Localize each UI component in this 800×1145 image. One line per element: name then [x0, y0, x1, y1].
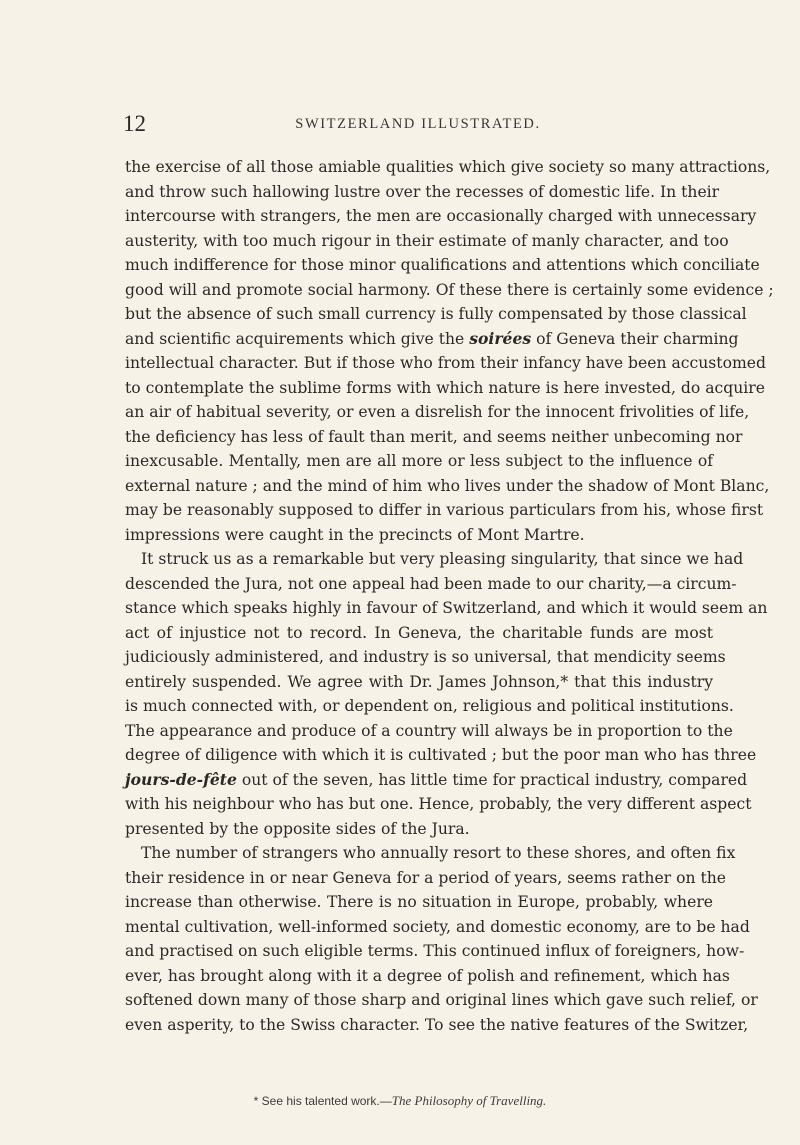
text-line: intercourse with strangers, the men are occasionally charged with unnecessary [125, 207, 757, 225]
text-line: to contemplate the sublime forms with which nature is here invested, do acquire [125, 378, 765, 397]
text-line: is much connected with, or dependent on, religious and political institutions. [125, 697, 734, 715]
text-line-soirees [125, 327, 739, 352]
text-line: may be reasonably supposed to differ in various particulars from his, whose first [125, 501, 764, 519]
text-line: and throw such hallowing lustre over the recesses of domestic life. In their [125, 182, 720, 201]
text-line-paragraph-start: The number of strangers who annually resort to these shores, and often fix [141, 844, 736, 862]
text-fragment: and scientific acquirements which give the [125, 329, 465, 348]
text-line: an air of habitual severity, or even a disrelish for the innocent frivolities of life, [125, 403, 750, 421]
running-head: SWITZERLAND ILLUSTRATED. [295, 116, 541, 132]
text-line: entirely suspended. We agree with Dr. James Johnson,* that this industry [125, 672, 713, 691]
italic-jours-de-fete: jours-de-fête [125, 769, 237, 789]
text-line-jours [125, 768, 748, 793]
footnote-prefix: * See his talented work.— [253, 1094, 392, 1108]
text-line: with his neighbour who has but one. Hence, probably, the very different aspect [125, 795, 752, 813]
footnote [0, 1093, 800, 1109]
text-line: the exercise of all those amiable qualities which give society so many attractions, [125, 158, 771, 176]
text-line: judiciously administered, and industry is so universal, that mendicity seems [125, 648, 726, 666]
text-line: inexcusable. Mentally, men are all more or less subject to the influence of [125, 452, 713, 470]
text-line: impressions were caught in the precincts of Mont Martre. [125, 525, 585, 544]
page-header [123, 111, 713, 137]
text-line: descended the Jura, not one appeal had been made to our charity,—a circum- [125, 574, 737, 593]
text-fragment: of Geneva their charming [536, 329, 739, 348]
text-line: ever, has brought along with it a degree of polish and refinement, which has [125, 966, 730, 985]
body-text [125, 155, 774, 1037]
text-line: even asperity, to the Swiss character. To see the native features of the Switzer, [125, 1015, 749, 1034]
text-line-paragraph-start: It struck us as a remarkable but very pleasing singularity, that since we had [141, 550, 744, 568]
text-line: softened down many of those sharp and original lines which gave such relief, or [125, 991, 758, 1009]
text-line: intellectual character. But if those who from their infancy have been accustomed [125, 354, 766, 372]
footnote-title: The Philosophy of Travelling. [391, 1093, 547, 1108]
page-number: 12 [123, 111, 146, 136]
text-line: degree of diligence with which it is cultivated ; but the poor man who has three [125, 746, 757, 764]
text-line: increase than otherwise. There is no situation in Europe, probably, where [125, 893, 713, 911]
text-fragment: out of the seven, has little time for practical industry, compared [241, 770, 748, 789]
text-line: the deficiency has less of fault than merit, and seems neither unbecoming nor [125, 427, 743, 446]
text-line: presented by the opposite sides of the Jura. [125, 819, 470, 838]
text-line: their residence in or near Geneva for a period of years, seems rather on the [125, 868, 727, 887]
italic-soirees: soirées [469, 328, 532, 348]
text-line: austerity, with too much rigour in their estimate of manly character, and too [125, 231, 729, 250]
text-line: mental cultivation, well-informed society, and domestic economy, are to be had [125, 917, 750, 936]
text-line: but the absence of such small currency is fully compensated by those classical [125, 305, 747, 323]
text-line: good will and promote social harmony. Of these there is certainly some evidence ; [125, 280, 774, 299]
text-line: much indifference for those minor qualifications and attentions which conciliate [125, 256, 760, 274]
text-line: The appearance and produce of a country will always be in proportion to the [125, 721, 733, 740]
text-line: stance which speaks highly in favour of Switzerland, and which it would seem an [125, 599, 768, 617]
text-line: act of injustice not to record. In Geneva, the charitable funds are most [125, 623, 713, 642]
text-line: and practised on such eligible terms. This continued influx of foreigners, how- [125, 942, 745, 960]
text-line: external nature ; and the mind of him who lives under the shadow of Mont Blanc, [125, 476, 770, 495]
